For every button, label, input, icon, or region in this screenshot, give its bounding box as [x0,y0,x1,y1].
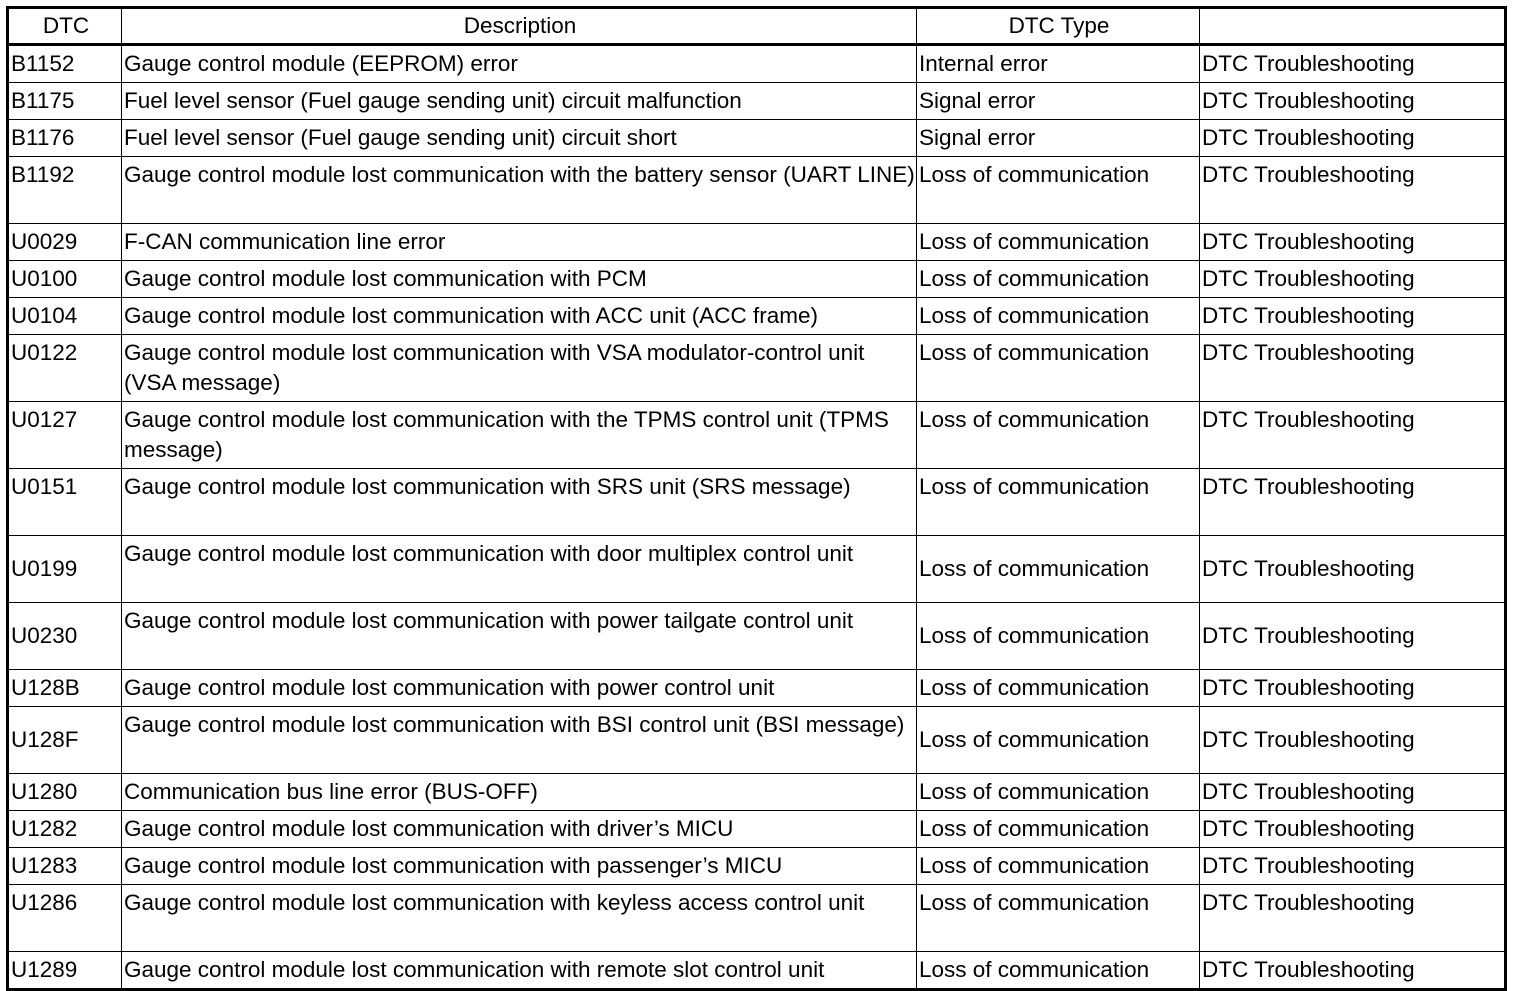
dtc-type-cell: Loss of communication [917,885,1200,952]
header-description: Description [122,8,917,45]
dtc-code-cell: U128B [8,670,122,707]
description-cell: F-CAN communication line error [122,224,917,261]
description-cell: Gauge control module lost communication with BSI control unit (BSI message) [122,707,917,774]
table-row [8,848,1506,885]
table-row [8,707,1506,774]
dtc-code-cell: U1289 [8,952,122,990]
dtc-type-cell: Loss of communication [917,670,1200,707]
troubleshooting-link[interactable]: DTC Troubleshooting [1200,335,1506,402]
dtc-code-cell: B1176 [8,120,122,157]
table-row [8,402,1506,469]
dtc-code-cell: U128F [8,707,122,774]
dtc-code-cell: U1283 [8,848,122,885]
troubleshooting-link[interactable]: DTC Troubleshooting [1200,952,1506,990]
dtc-type-cell: Loss of communication [917,848,1200,885]
description-cell: Gauge control module lost communication with ACC unit (ACC frame) [122,298,917,335]
dtc-type-cell: Loss of communication [917,536,1200,603]
dtc-code-cell: U0100 [8,261,122,298]
description-cell: Gauge control module lost communication with VSA modulator-control unit (VSA message) [122,335,917,402]
description-cell: Gauge control module lost communication with keyless access control unit [122,885,917,952]
troubleshooting-link[interactable]: DTC Troubleshooting [1200,157,1506,224]
dtc-code-cell: U0127 [8,402,122,469]
dtc-type-cell: Loss of communication [917,952,1200,990]
troubleshooting-link[interactable]: DTC Troubleshooting [1200,603,1506,670]
description-cell: Gauge control module lost communication with SRS unit (SRS message) [122,469,917,536]
description-cell: Gauge control module lost communication with the TPMS control unit (TPMS message) [122,402,917,469]
dtc-code-cell: U0104 [8,298,122,335]
troubleshooting-link[interactable]: DTC Troubleshooting [1200,261,1506,298]
dtc-type-cell: Loss of communication [917,402,1200,469]
troubleshooting-link[interactable]: DTC Troubleshooting [1200,707,1506,774]
dtc-type-cell: Signal error [917,120,1200,157]
table-row [8,536,1506,603]
troubleshooting-link[interactable]: DTC Troubleshooting [1200,885,1506,952]
troubleshooting-link[interactable]: DTC Troubleshooting [1200,224,1506,261]
dtc-type-cell: Loss of communication [917,707,1200,774]
dtc-code-cell: B1152 [8,45,122,83]
dtc-type-cell: Internal error [917,45,1200,83]
table-row [8,774,1506,811]
table-row [8,335,1506,402]
header-action [1200,8,1506,45]
table-row [8,261,1506,298]
description-cell: Gauge control module lost communication with passenger’s MICU [122,848,917,885]
dtc-code-cell: U0151 [8,469,122,536]
header-row [8,8,1506,45]
table-header [8,8,1506,45]
troubleshooting-link[interactable]: DTC Troubleshooting [1200,811,1506,848]
dtc-code-cell: U1282 [8,811,122,848]
dtc-type-cell: Loss of communication [917,469,1200,536]
table-row [8,885,1506,952]
troubleshooting-link[interactable]: DTC Troubleshooting [1200,774,1506,811]
description-cell: Gauge control module lost communication with power tailgate control unit [122,603,917,670]
troubleshooting-link[interactable]: DTC Troubleshooting [1200,45,1506,83]
description-cell: Fuel level sensor (Fuel gauge sending unit) circuit malfunction [122,83,917,120]
table-row [8,670,1506,707]
dtc-type-cell: Loss of communication [917,335,1200,402]
troubleshooting-link[interactable]: DTC Troubleshooting [1200,298,1506,335]
description-cell: Communication bus line error (BUS-OFF) [122,774,917,811]
description-cell: Gauge control module lost communication with power control unit [122,670,917,707]
dtc-code-cell: U1280 [8,774,122,811]
dtc-type-cell: Loss of communication [917,224,1200,261]
dtc-code-cell: U0029 [8,224,122,261]
table-row [8,811,1506,848]
table-row [8,120,1506,157]
dtc-type-cell: Loss of communication [917,811,1200,848]
description-cell: Gauge control module (EEPROM) error [122,45,917,83]
troubleshooting-link[interactable]: DTC Troubleshooting [1200,83,1506,120]
dtc-type-cell: Loss of communication [917,157,1200,224]
dtc-code-cell: U0230 [8,603,122,670]
header-dtc-type: DTC Type [917,8,1200,45]
troubleshooting-link[interactable]: DTC Troubleshooting [1200,469,1506,536]
dtc-type-cell: Signal error [917,83,1200,120]
dtc-code-cell: U0122 [8,335,122,402]
troubleshooting-link[interactable]: DTC Troubleshooting [1200,848,1506,885]
table-row [8,952,1506,990]
table-row [8,45,1506,83]
description-cell: Fuel level sensor (Fuel gauge sending unit) circuit short [122,120,917,157]
table-row [8,298,1506,335]
dtc-code-cell: B1192 [8,157,122,224]
table-row [8,157,1506,224]
table-row [8,224,1506,261]
dtc-type-cell: Loss of communication [917,298,1200,335]
description-cell: Gauge control module lost communication with the battery sensor (UART LINE) [122,157,917,224]
table-body [8,45,1506,990]
dtc-type-cell: Loss of communication [917,603,1200,670]
table-row [8,603,1506,670]
troubleshooting-link[interactable]: DTC Troubleshooting [1200,536,1506,603]
dtc-table [6,6,1507,991]
description-cell: Gauge control module lost communication with driver’s MICU [122,811,917,848]
troubleshooting-link[interactable]: DTC Troubleshooting [1200,402,1506,469]
description-cell: Gauge control module lost communication with door multiplex control unit [122,536,917,603]
description-cell: Gauge control module lost communication with remote slot control unit [122,952,917,990]
header-dtc: DTC [8,8,122,45]
troubleshooting-link[interactable]: DTC Troubleshooting [1200,670,1506,707]
troubleshooting-link[interactable]: DTC Troubleshooting [1200,120,1506,157]
dtc-code-cell: B1175 [8,83,122,120]
dtc-type-cell: Loss of communication [917,774,1200,811]
description-cell: Gauge control module lost communication with PCM [122,261,917,298]
table-row [8,469,1506,536]
dtc-type-cell: Loss of communication [917,261,1200,298]
dtc-code-cell: U1286 [8,885,122,952]
table-row [8,83,1506,120]
dtc-code-cell: U0199 [8,536,122,603]
